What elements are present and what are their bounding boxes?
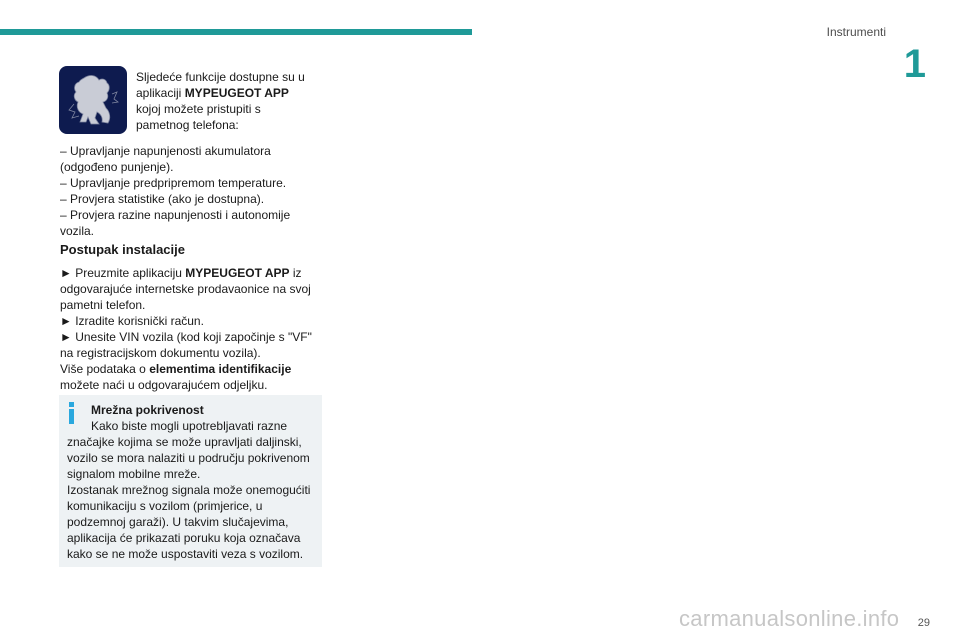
feature-item: – Upravljanje napunjenosti akumulatora (odgođeno punjenje). xyxy=(60,144,271,174)
installation-steps xyxy=(60,265,322,393)
intro-pre: Sljedeće funkcije dostupne su u aplikaciji xyxy=(136,70,305,100)
intro-text xyxy=(136,69,316,133)
step-3: ► Unesite VIN vozila (kod koji započinje s "VF" na registracijskom dokumentu vozila). xyxy=(60,330,312,360)
watermark: carmanualsonline.info xyxy=(679,606,900,631)
step-1 xyxy=(60,265,322,313)
chapter-number: 1 xyxy=(903,42,926,86)
installation-heading: Postupak instalacije xyxy=(60,242,185,257)
more-info-pre: Više podataka o xyxy=(60,362,150,376)
info-icon xyxy=(67,402,77,424)
info-box-line1: Kako biste mogli upotrebljavati razne xyxy=(91,419,288,433)
feature-item: – Provjera statistike (ako je dostupna). xyxy=(60,192,265,206)
info-box-rest: značajke kojima se može upravljati daljinski, vozilo se mora nalaziti u području pokrivenom signalom mobilne mreže. xyxy=(67,435,310,481)
more-info-post: možete naći u odgovarajućem odjeljku. xyxy=(60,378,268,392)
peugeot-lion-icon xyxy=(59,66,127,134)
info-box-title: Mrežna pokrivenost xyxy=(91,403,204,417)
section-title: Instrumenti xyxy=(826,25,886,39)
top-accent-bar xyxy=(0,29,472,35)
feature-list xyxy=(60,143,322,239)
feature-item: – Provjera razine napunjenosti i autonomije vozila. xyxy=(60,208,291,238)
page-number: 29 xyxy=(917,617,930,629)
step-1-post: iz odgovarajuće internetske prodavaonice na svoj pametni telefon. xyxy=(60,266,311,312)
feature-item: – Upravljanje predpripremom temperature. xyxy=(60,176,287,190)
network-coverage-info-box xyxy=(59,395,322,567)
step-1-pre: ► Preuzmite aplikaciju xyxy=(60,266,186,280)
info-box-para2: Izostanak mrežnog signala može onemogućiti komunikaciju s vozilom (primjerice, u podzemnoj garaži). U takvim slučajevima, aplikacija će prikazati poruku koja označava kako se ne može uspostaviti veza s vozilom. xyxy=(67,483,311,561)
intro-app-name: MYPEUGEOT APP xyxy=(184,86,289,100)
more-info xyxy=(60,361,322,393)
step-2: ► Izradite korisnički račun. xyxy=(60,314,204,328)
intro-post: kojoj možete pristupiti s pametnog telefona: xyxy=(136,102,261,132)
more-info-bold: elementima identifikacije xyxy=(149,362,292,376)
step-1-app: MYPEUGEOT APP xyxy=(185,266,290,280)
